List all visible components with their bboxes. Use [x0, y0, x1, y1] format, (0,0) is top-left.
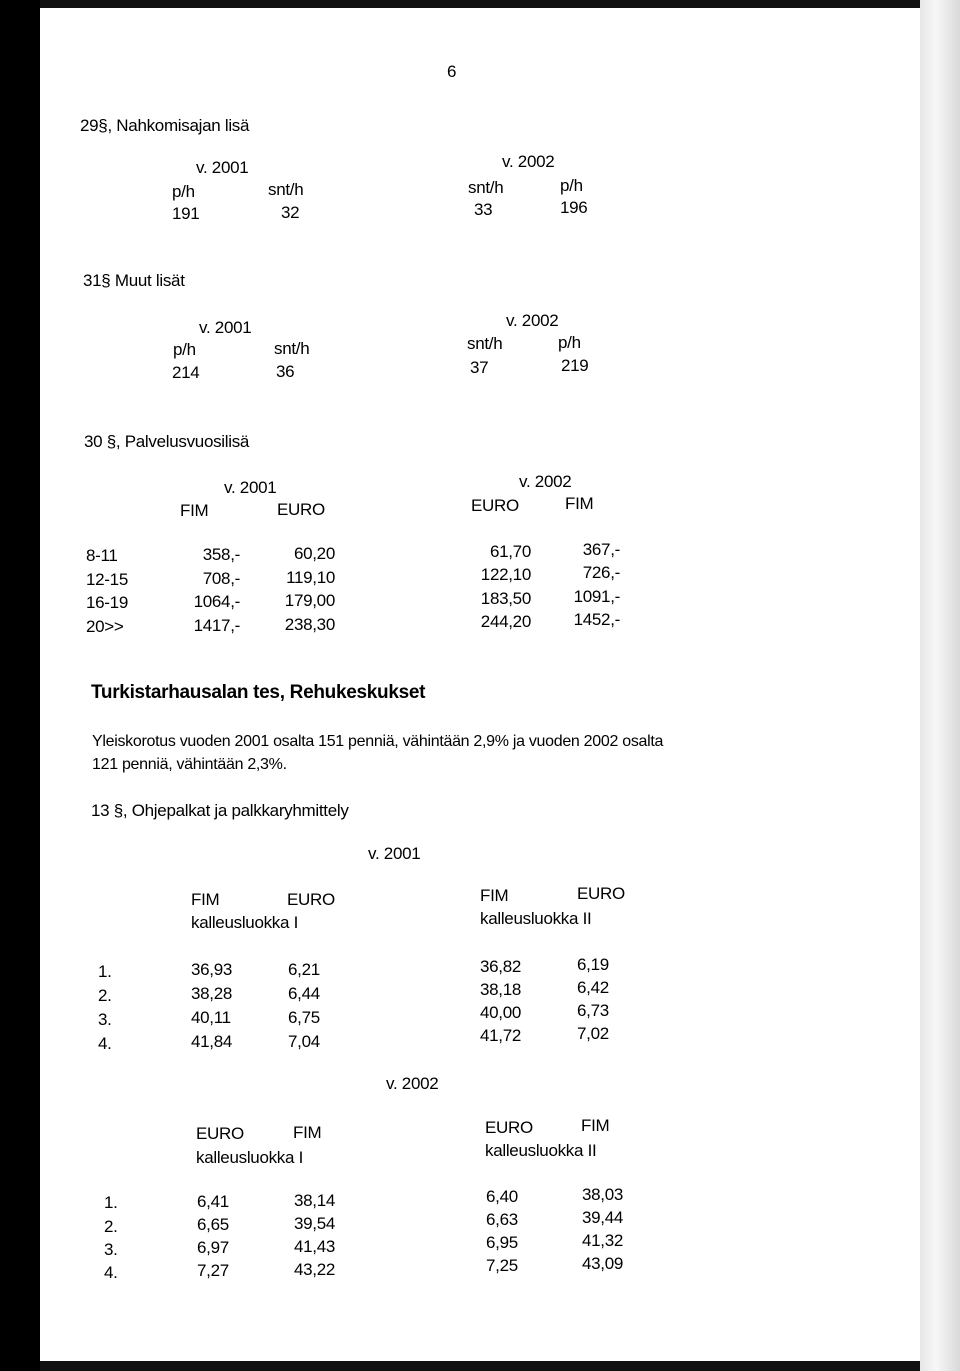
value-cell: 6,19	[577, 955, 609, 974]
value-cell: 6,73	[577, 1001, 609, 1020]
range-label: 16-19	[86, 593, 128, 612]
value-cell: 6,75	[288, 1008, 320, 1027]
column-header-euro: EURO	[485, 1118, 533, 1137]
value-cell: 39,44	[582, 1208, 624, 1227]
class-label: kalleusluokka II	[480, 909, 592, 928]
value-cell: 367,-	[582, 540, 620, 559]
row-number: 1.	[98, 962, 112, 981]
value-cell: 6,95	[486, 1233, 518, 1252]
year-2002-label: v. 2002	[502, 152, 555, 171]
value-cell: 40,00	[480, 1003, 522, 1022]
value-cell: 179,00	[284, 591, 335, 610]
value-cell: 61,70	[489, 542, 531, 561]
value-cell: 726,-	[582, 563, 620, 582]
column-header-snth: snt/h	[268, 180, 304, 199]
value-cell: 43,09	[582, 1254, 624, 1273]
column-header-snth: snt/h	[274, 339, 310, 358]
column-header-ph: p/h	[172, 182, 195, 201]
value-cell: 7,25	[486, 1256, 518, 1275]
value-cell: 214	[172, 363, 200, 382]
section-heading: 30 §, Palvelusvuosilisä	[84, 432, 250, 451]
column-header-fim: FIM	[480, 886, 509, 905]
value-cell: 6,97	[197, 1238, 229, 1257]
column-header-euro: EURO	[196, 1124, 244, 1143]
value-cell: 36	[276, 362, 295, 381]
year-2001-label: v. 2001	[224, 478, 277, 497]
column-header-euro: EURO	[287, 890, 335, 909]
value-cell: 6,65	[197, 1215, 229, 1234]
value-cell: 41,32	[582, 1231, 624, 1250]
value-cell: 1091,-	[573, 587, 620, 606]
column-header-snth: snt/h	[468, 178, 504, 197]
value-cell: 6,40	[486, 1187, 518, 1206]
value-cell: 41,72	[480, 1026, 522, 1045]
value-cell: 38,18	[480, 980, 522, 999]
value-cell: 6,41	[197, 1192, 229, 1211]
section-heading: 13 §, Ohjepalkat ja palkkaryhmittely	[91, 801, 349, 820]
value-cell: 39,54	[294, 1214, 336, 1233]
class-label: kalleusluokka I	[196, 1148, 304, 1167]
value-cell: 238,30	[284, 615, 335, 634]
year-2001-label: v. 2001	[199, 318, 252, 337]
row-number: 3.	[98, 1010, 112, 1029]
paragraph-line: 121 penniä, vähintään 2,3%.	[92, 756, 287, 773]
value-cell: 7,04	[288, 1032, 320, 1051]
scan-border-left	[0, 0, 40, 1371]
value-cell: 7,27	[197, 1261, 229, 1280]
range-label: 8-11	[86, 546, 118, 565]
range-label: 12-15	[86, 570, 128, 589]
column-header-euro: EURO	[277, 500, 325, 519]
row-number: 1.	[104, 1193, 118, 1212]
column-header-euro: EURO	[577, 884, 625, 903]
page-number: 6	[447, 62, 457, 81]
value-cell: 122,10	[480, 565, 531, 584]
year-2002-label: v. 2002	[386, 1074, 439, 1093]
value-cell: 6,21	[288, 960, 320, 979]
value-cell: 358,-	[202, 545, 240, 564]
year-2001-label: v. 2001	[368, 844, 421, 863]
value-cell: 6,42	[577, 978, 609, 997]
value-cell: 41,43	[294, 1237, 336, 1256]
value-cell: 119,10	[286, 568, 335, 587]
scan-border-right	[920, 0, 960, 1371]
value-cell: 244,20	[480, 612, 531, 631]
class-label: kalleusluokka II	[485, 1141, 597, 1160]
value-cell: 6,44	[288, 984, 320, 1003]
year-2002-label: v. 2002	[519, 472, 572, 491]
paragraph-line: Yleiskorotus vuoden 2001 osalta 151 penniä, vähintään 2,9% ja vuoden 2002 osalta	[92, 733, 664, 750]
scan-border-bottom	[40, 1361, 920, 1371]
year-2002-label: v. 2002	[506, 311, 559, 330]
column-header-fim: FIM	[191, 890, 220, 909]
value-cell: 40,11	[191, 1008, 231, 1027]
column-header-euro: EURO	[471, 496, 519, 515]
value-cell: 60,20	[293, 544, 335, 563]
value-cell: 36,82	[480, 957, 522, 976]
year-2001-label: v. 2001	[196, 158, 249, 177]
class-label: kalleusluokka I	[191, 913, 299, 932]
row-number: 3.	[104, 1240, 118, 1259]
section-heading: 29§, Nahkomisajan lisä	[80, 116, 250, 135]
value-cell: 38,28	[191, 984, 233, 1003]
row-number: 2.	[104, 1217, 118, 1236]
value-cell: 43,22	[294, 1260, 336, 1279]
value-cell: 38,14	[294, 1191, 336, 1210]
range-label: 20>>	[86, 617, 124, 636]
column-header-ph: p/h	[173, 340, 196, 359]
value-cell: 1452,-	[573, 610, 620, 629]
column-header-snth: snt/h	[467, 334, 503, 353]
column-header-fim: FIM	[581, 1116, 610, 1135]
value-cell: 38,03	[582, 1185, 624, 1204]
value-cell: 219	[561, 356, 589, 375]
value-cell: 33	[474, 200, 493, 219]
value-cell: 1417,-	[193, 616, 240, 635]
column-header-fim: FIM	[293, 1123, 322, 1142]
value-cell: 196	[560, 198, 588, 217]
value-cell: 6,63	[486, 1210, 518, 1229]
value-cell: 36,93	[191, 960, 233, 979]
value-cell: 41,84	[191, 1032, 233, 1051]
section-title: Turkistarhausalan tes, Rehukeskukset	[91, 682, 426, 703]
row-number: 4.	[98, 1034, 112, 1053]
row-number: 4.	[104, 1263, 118, 1282]
column-header-fim: FIM	[565, 494, 594, 513]
column-header-fim: FIM	[180, 501, 209, 520]
scan-border-top	[40, 0, 920, 8]
value-cell: 183,50	[480, 589, 531, 608]
value-cell: 191	[172, 204, 200, 223]
value-cell: 7,02	[577, 1024, 609, 1043]
value-cell: 32	[281, 203, 300, 222]
section-heading: 31§ Muut lisät	[83, 271, 185, 290]
row-number: 2.	[98, 986, 112, 1005]
value-cell: 1064,-	[193, 592, 240, 611]
column-header-ph: p/h	[560, 176, 583, 195]
column-header-ph: p/h	[558, 333, 581, 352]
value-cell: 37	[470, 358, 489, 377]
value-cell: 708,-	[202, 569, 240, 588]
